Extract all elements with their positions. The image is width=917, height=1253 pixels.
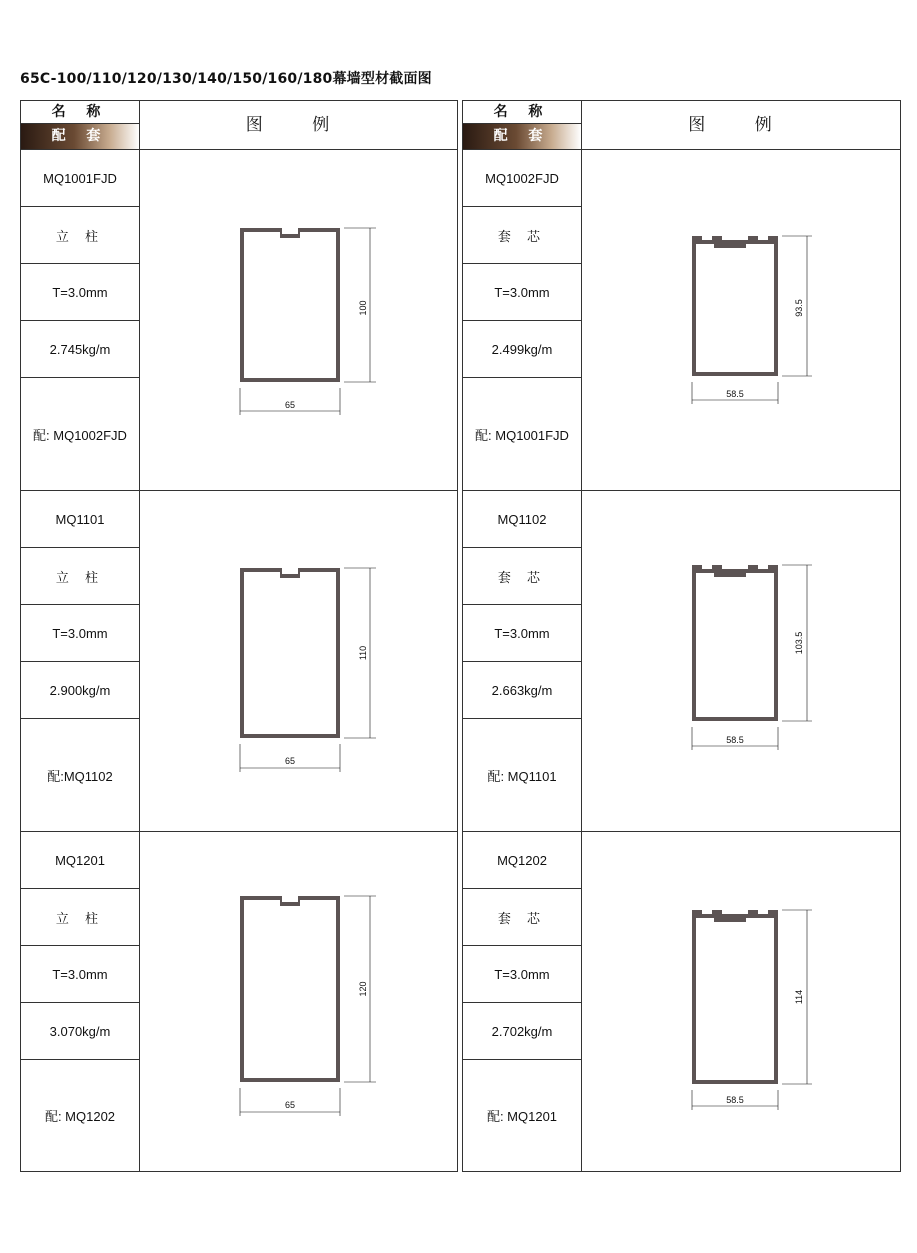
wall-thickness: T=3.0mm	[463, 946, 581, 1003]
unit-weight: 2.663kg/m	[463, 662, 581, 719]
wall-thickness: T=3.0mm	[21, 946, 139, 1003]
width-dimension: 58.5	[726, 735, 744, 745]
unit-weight: 2.745kg/m	[21, 321, 139, 378]
matching-part: 配: MQ1202	[44, 1109, 116, 1124]
product-type: 套 芯	[463, 548, 581, 605]
height-dimension: 100	[358, 300, 368, 316]
height-dimension: 114	[794, 989, 804, 1005]
page-title: 65C-100/110/120/130/140/150/160/180幕墙型材截面图	[20, 71, 432, 87]
product-code: MQ1002FJD	[463, 150, 581, 207]
wall-thickness: T=3.0mm	[463, 605, 581, 662]
product-type: 立 柱	[21, 548, 139, 605]
mullion-profile-drawing	[230, 888, 390, 1118]
product-code: MQ1101	[21, 491, 139, 548]
left-header-name	[21, 101, 140, 149]
wall-thickness: T=3.0mm	[21, 264, 139, 321]
wall-thickness: T=3.0mm	[21, 605, 139, 662]
unit-weight: 2.702kg/m	[463, 1003, 581, 1060]
product-code: MQ1201	[21, 832, 139, 889]
wall-thickness: T=3.0mm	[463, 264, 581, 321]
right-group-1-cells	[463, 491, 582, 831]
figure-label: 图 例	[245, 115, 352, 135]
mullion-profile-drawing	[230, 220, 390, 420]
unit-weight: 2.900kg/m	[21, 662, 139, 719]
product-code: MQ1202	[463, 832, 581, 889]
mullion-profile-drawing	[230, 560, 390, 775]
product-code: MQ1001FJD	[21, 150, 139, 207]
height-dimension: 93.5	[794, 299, 804, 317]
left-group-1-cells	[21, 491, 140, 831]
width-dimension: 58.5	[726, 389, 744, 399]
product-type: 立 柱	[21, 207, 139, 264]
width-dimension: 65	[284, 1100, 296, 1110]
sleeve-profile-drawing	[682, 902, 822, 1112]
width-dimension: 65	[284, 756, 296, 766]
width-dimension: 65	[284, 400, 296, 410]
product-type: 立 柱	[21, 889, 139, 946]
left-group-2-cells	[21, 832, 140, 1171]
sleeve-profile-drawing	[682, 557, 822, 755]
sleeve-profile-drawing	[682, 228, 822, 408]
figure-label: 图 例	[688, 115, 794, 135]
right-group-0-cells	[463, 150, 582, 490]
height-dimension: 120	[358, 981, 368, 997]
name-label: 名 称	[463, 101, 581, 124]
height-dimension: 110	[358, 645, 368, 661]
product-code: MQ1102	[463, 491, 581, 548]
right-group-2-cells	[463, 832, 582, 1171]
matching-part: 配:MQ1102	[47, 768, 113, 784]
height-dimension: 103.5	[794, 631, 804, 655]
matching-part: 配: MQ1002FJD	[33, 427, 127, 443]
match-label: 配 套	[21, 124, 139, 149]
matching-part: 配: MQ1001FJD	[475, 427, 569, 443]
left-group-0-cells	[21, 150, 140, 490]
unit-weight: 3.070kg/m	[21, 1003, 139, 1060]
unit-weight: 2.499kg/m	[463, 321, 581, 378]
match-label: 配 套	[463, 124, 581, 149]
name-label: 名 称	[21, 101, 139, 124]
product-type: 套 芯	[463, 207, 581, 264]
right-header-name	[463, 101, 582, 149]
width-dimension: 58.5	[726, 1095, 744, 1105]
matching-part: 配: MQ1101	[487, 768, 557, 784]
product-type: 套 芯	[463, 889, 581, 946]
matching-part: 配: MQ1201	[486, 1109, 558, 1124]
